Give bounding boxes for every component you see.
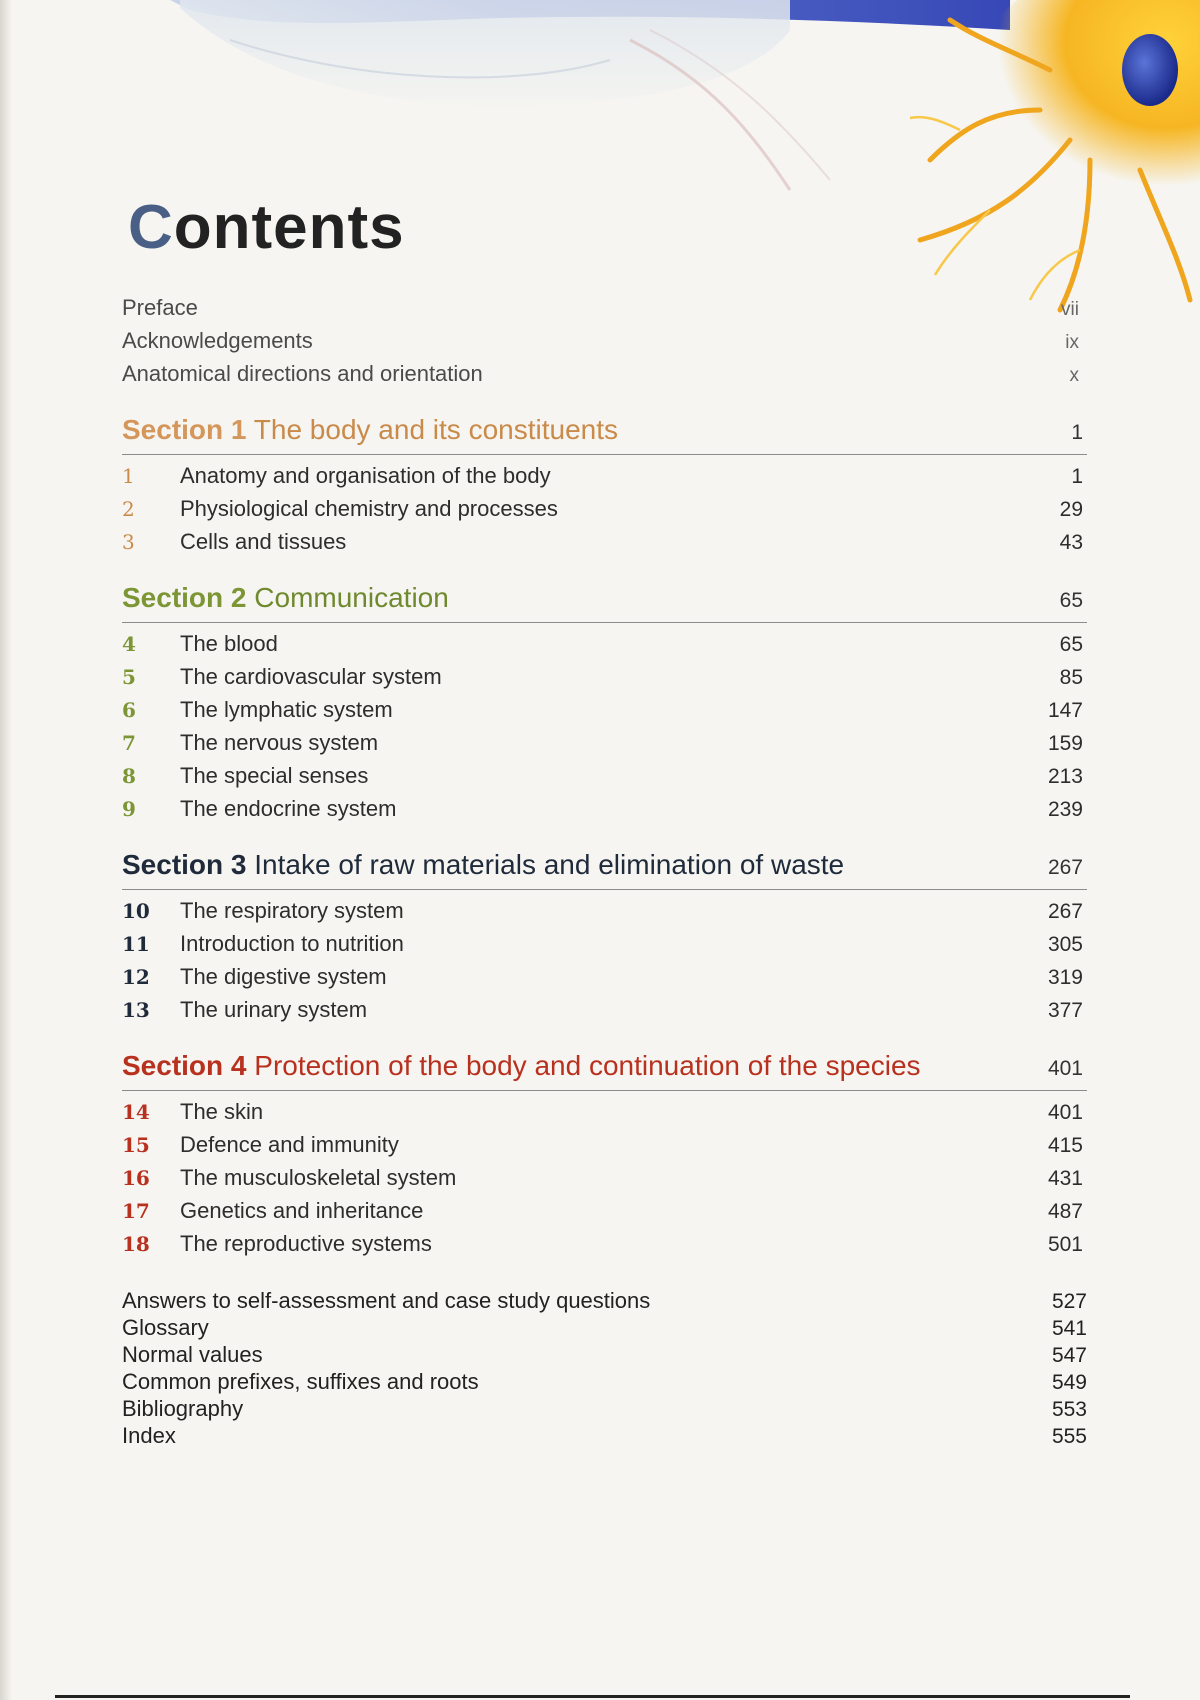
entry-title: Normal values	[122, 1342, 263, 1367]
chapter-number: 14	[122, 1100, 150, 1124]
chapter-title: The endocrine system	[180, 796, 397, 821]
entry-title: Acknowledgements	[122, 328, 313, 353]
toc-entry-normal-values[interactable]	[122, 1342, 1087, 1369]
section-page: 65	[1059, 589, 1083, 612]
chapter-page: 159	[1047, 732, 1083, 755]
chapter-number: 1	[122, 464, 135, 488]
chapter-page: 431	[1047, 1167, 1083, 1190]
section-number: 1	[230, 414, 247, 445]
chapter-title: Anatomy and organisation of the body	[180, 463, 551, 488]
entry-page: 553	[1051, 1398, 1087, 1421]
chapter-entry[interactable]	[122, 529, 1087, 562]
chapter-page: 401	[1047, 1101, 1083, 1124]
entry-page: vii	[1061, 299, 1079, 320]
chapter-title: Physiological chemistry and processes	[180, 496, 558, 521]
chapter-number: 3	[122, 530, 135, 554]
section-word: Section	[122, 582, 224, 613]
chapter-title: The respiratory system	[180, 898, 404, 923]
chapter-number: 15	[122, 1133, 150, 1157]
entry-title: Glossary	[122, 1315, 209, 1340]
entry-page: 549	[1051, 1371, 1087, 1394]
section-number: 4	[230, 1050, 247, 1081]
entry-page: 527	[1051, 1290, 1087, 1313]
chapter-number: 7	[122, 731, 136, 755]
toc-entry-preface[interactable]	[122, 295, 1087, 328]
toc-entry-acknowledgements[interactable]	[122, 328, 1087, 361]
section-label	[122, 849, 844, 881]
chapter-entry[interactable]	[122, 463, 1087, 496]
entry-page: 541	[1051, 1317, 1087, 1340]
chapter-entry[interactable]	[122, 931, 1087, 964]
entry-title: Answers to self-assessment and case study questions	[122, 1288, 651, 1313]
chapter-entry[interactable]	[122, 997, 1087, 1030]
section-title: Intake of raw materials and elimination of waste	[254, 849, 845, 880]
chapter-page: 147	[1047, 699, 1083, 722]
chapter-entry[interactable]	[122, 664, 1087, 697]
entry-page: x	[1069, 365, 1079, 386]
front-matter-list	[122, 295, 1087, 394]
page-edge-shadow	[0, 0, 12, 1700]
chapter-number: 11	[122, 932, 150, 956]
bottom-rule	[55, 1695, 1130, 1698]
toc-entry-answers[interactable]	[122, 1288, 1087, 1315]
chapter-page: 29	[1059, 498, 1083, 521]
section-1-heading[interactable]	[122, 414, 1087, 455]
section-2-chapters	[122, 631, 1087, 829]
chapter-entry[interactable]	[122, 631, 1087, 664]
chapter-title: Defence and immunity	[180, 1132, 399, 1157]
entry-title: Anatomical directions and orientation	[122, 361, 483, 386]
chapter-page: 85	[1059, 666, 1083, 689]
chapter-entry[interactable]	[122, 1198, 1087, 1231]
chapter-number: 10	[122, 899, 150, 923]
back-matter-list	[122, 1288, 1087, 1450]
chapter-page: 213	[1047, 765, 1083, 788]
section-4-chapters	[122, 1099, 1087, 1264]
chapter-entry[interactable]	[122, 1165, 1087, 1198]
chapter-number: 4	[122, 632, 136, 656]
chapter-title: The cardiovascular system	[180, 664, 442, 689]
toc-entry-bibliography[interactable]	[122, 1396, 1087, 1423]
chapter-page: 415	[1047, 1134, 1083, 1157]
section-label	[122, 1050, 921, 1082]
chapter-title: The blood	[180, 631, 278, 656]
title-first-letter: C	[128, 192, 174, 262]
entry-page: 555	[1051, 1425, 1087, 1448]
section-page: 267	[1047, 856, 1083, 879]
neuron-illustration-image	[840, 0, 1200, 330]
section-word: Section	[122, 1050, 224, 1081]
entry-title: Preface	[122, 295, 198, 320]
section-word: Section	[122, 414, 224, 445]
section-word: Section	[122, 849, 224, 880]
chapter-title: Genetics and inheritance	[180, 1198, 424, 1223]
section-page: 401	[1047, 1057, 1083, 1080]
chapter-entry[interactable]	[122, 496, 1087, 529]
chapter-entry[interactable]	[122, 697, 1087, 730]
chapter-page: 1	[1071, 465, 1083, 488]
section-2-heading[interactable]	[122, 582, 1087, 623]
section-4-heading[interactable]	[122, 1050, 1087, 1091]
section-number: 3	[230, 849, 247, 880]
chapter-page: 487	[1047, 1200, 1083, 1223]
chapter-page: 239	[1047, 798, 1083, 821]
toc-entry-prefixes[interactable]	[122, 1369, 1087, 1396]
entry-title: Common prefixes, suffixes and roots	[122, 1369, 479, 1394]
toc-entry-anatomical-directions[interactable]	[122, 361, 1087, 394]
section-label	[122, 582, 449, 614]
page-title	[128, 192, 405, 263]
section-1-chapters	[122, 463, 1087, 562]
section-3-heading[interactable]	[122, 849, 1087, 890]
chapter-number: 17	[122, 1199, 150, 1223]
chapter-entry[interactable]	[122, 1132, 1087, 1165]
chapter-number: 2	[122, 497, 135, 521]
chapter-title: The lymphatic system	[180, 697, 393, 722]
chapter-number: 8	[122, 764, 136, 788]
chapter-entry[interactable]	[122, 730, 1087, 763]
toc-entry-glossary[interactable]	[122, 1315, 1087, 1342]
chapter-number: 13	[122, 998, 150, 1022]
section-title: Communication	[254, 582, 449, 613]
chapter-entry[interactable]	[122, 1099, 1087, 1132]
chapter-title: The urinary system	[180, 997, 368, 1022]
section-3-chapters	[122, 898, 1087, 1030]
chapter-page: 267	[1047, 900, 1083, 923]
chapter-number: 12	[122, 965, 150, 989]
chapter-entry[interactable]	[122, 964, 1087, 997]
chapter-entry[interactable]	[122, 796, 1087, 829]
chapter-number: 6	[122, 698, 136, 722]
section-title: The body and its constituents	[253, 414, 618, 445]
entry-title: Index	[122, 1423, 176, 1448]
chapter-title: The special senses	[180, 763, 369, 788]
chapter-page: 305	[1047, 933, 1083, 956]
chapter-number: 5	[122, 665, 136, 689]
chapter-title: The digestive system	[180, 964, 387, 989]
chapter-number: 16	[122, 1166, 150, 1190]
chapter-number: 18	[122, 1232, 150, 1256]
chapter-title: The nervous system	[180, 730, 379, 755]
chapter-title: Introduction to nutrition	[180, 931, 404, 956]
chapter-number: 9	[122, 797, 136, 821]
chapter-page: 377	[1047, 999, 1083, 1022]
title-rest: ontents	[173, 192, 405, 262]
chapter-title: The musculoskeletal system	[180, 1165, 457, 1190]
entry-title: Bibliography	[122, 1396, 244, 1421]
chapter-title: The skin	[180, 1099, 264, 1124]
section-label	[122, 414, 618, 446]
entry-page: ix	[1065, 332, 1079, 353]
section-number: 2	[230, 582, 247, 613]
chapter-title: The reproductive systems	[180, 1231, 432, 1256]
chapter-entry[interactable]	[122, 763, 1087, 796]
chapter-entry[interactable]	[122, 1231, 1087, 1264]
toc-entry-index[interactable]	[122, 1423, 1087, 1450]
chapter-page: 43	[1059, 531, 1083, 554]
chapter-page: 501	[1047, 1233, 1083, 1256]
entry-page: 547	[1051, 1344, 1087, 1367]
chapter-entry[interactable]	[122, 898, 1087, 931]
chapter-page: 319	[1047, 966, 1083, 989]
chapter-title: Cells and tissues	[180, 529, 347, 554]
chapter-page: 65	[1059, 633, 1083, 656]
section-title: Protection of the body and continuation of the species	[254, 1050, 921, 1081]
section-page: 1	[1071, 421, 1083, 444]
table-of-contents	[122, 295, 1087, 1450]
